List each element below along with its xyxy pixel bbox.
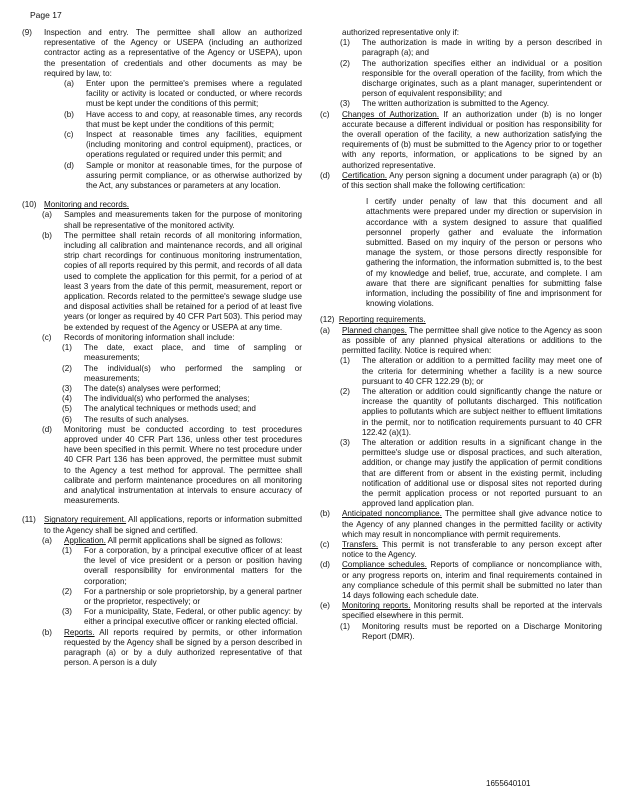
section-10-title: Monitoring and records. — [44, 200, 130, 210]
section-11-title: Signatory requirement. — [44, 515, 127, 525]
section-11b-continued: authorized representative only if: — [342, 28, 459, 37]
section-11b: (b) Reports. All reports required by permits, or other information requested by the Agency shall be signed by a person described in paragraph (a) or by a duly authorized representative of that person. A person is a duly — [42, 627, 302, 668]
section-10a: (a) Samples and measurements taken for the purpose of monitoring shall be representative of the monitored activity. — [42, 210, 302, 230]
section-10c-item: (1) The date, exact place, and time of sampling or measurements; — [62, 343, 302, 363]
section-12e: (e) Monitoring reports. Monitoring results shall be reported at the intervals specified elsewhere in this permit. — [320, 601, 603, 621]
section-12a-item: (3) The alteration or addition results in a significant change in the permittee's sludge use or disposal practices, and such alteration, addition, or change may justify the application of permit conditions that are different from or absent in the existing permit, including notification of additional use or disposal sites not reported during the permit application process or not reported pursuant to an approved land application plan. — [340, 437, 602, 509]
section-12a: (a) Planned changes. The permittee shall give notice to the Agency as soon as possible of any planned physical alterations or additions to the permitted facility. Notice is required when: — [320, 325, 602, 356]
section-11: (11) Signatory requirement. All applications, reports or information submitted to the Agency shall be signed and certified. — [22, 515, 302, 535]
section-10d: (d) Monitoring must be conducted according to test procedures approved under 40 CFR Part 136, unless other test procedures have been specified in this permit. Where no test procedure under 40 CFR Part 136 has been approved, the permittee must submit to the Agency a test method for approval. The permittee shall calibrate and perform maintenance procedures on all monitoring and analytical instrumentation at intervals to ensure accuracy of measurements. — [42, 424, 302, 506]
section-9-text: Inspection and entry. The permittee shall allow an authorized representative of the Agency or USEPA (including an authorized contractor acting as a representative of the Agency or USEPA), upon the presentation of credentials and other documents as may be required by law, to: — [44, 28, 302, 78]
section-11b-item: (1) The authorization is made in writing by a person described in paragraph (a); and — [340, 38, 602, 58]
section-11b-item: (2) The authorization specifies either an individual or a position responsible for the overall operation of the facility, from which the discharge originates, such as a plant manager, superintendent or person of equivalent responsibility; and — [340, 58, 602, 99]
section-9-item: (b) Have access to and copy, at reasonable times, any records that must be kept under the conditions of this permit; — [64, 109, 302, 129]
section-11a: (a) Application. All permit applications shall be signed as follows: — [42, 535, 283, 545]
section-11d: (d) Certification. Any person signing a document under paragraph (a) or (b) of this section shall make the following certification: — [320, 170, 602, 191]
section-10b: (b) The permittee shall retain records of all monitoring information, including all calibration and maintenance records, and all original strip chart recordings for continuous monitoring instrumentation, copies of all reports required by this permit, and records of all data used to complete the application for this permit, for a period of at least 3 years from the date of this permit, measurement, report or application. Records related to the permittee's sewage sludge use and disposal activities shall be retained for a period of at least five years (or longer as required by 40 CFR Part 503). This period may be extended by request of the Agency or USEPA at any time. — [42, 230, 302, 332]
document-id-fragment: 1655640101 — [486, 779, 531, 788]
section-12a-item: (2) The alteration or addition could significantly change the nature or increase the quantity of pollutants discharged. This notification applies to pollutants which are subject neither to effluent limitations in the permit, nor to notification requirements pursuant to 40 CFR 122.42 (a)(1). — [340, 386, 602, 437]
section-12-title: Reporting requirements. — [338, 315, 426, 325]
section-12c: (c) Transfers. This permit is not transferable to any person except after notice to the Agency. — [320, 539, 602, 560]
section-10c-item: (3) The date(s) analyses were performed; — [62, 383, 221, 393]
section-11a-item: (3) For a municipality, State, Federal, or other public agency: by either a principal executive officer or ranking elected official. — [62, 607, 302, 627]
left-column — [22, 28, 302, 668]
section-10c: (c) Records of monitoring information shall include: — [42, 332, 235, 342]
section-11a-item: (1) For a corporation, by a principal executive officer of at least the level of vice president or a person or position having overall responsibility for environmental matters for the corporation; — [62, 545, 302, 586]
section-9-item: (d) Sample or monitor at reasonable times, for the purpose of assuring permit compliance, or as otherwise authorized by the Act, any substances or parameters at any location. — [64, 160, 302, 191]
section-10c-item: (6) The results of such analyses. — [62, 414, 189, 424]
section-12b: (b) Anticipated noncompliance. The permittee shall give advance notice to the Agency of any planned changes in the permitted facility or activity which may result in noncompliance with permit requirements. — [320, 509, 602, 539]
section-12: (12) Reporting requirements. — [320, 315, 426, 325]
section-11b-item: (3) The written authorization is submitted to the Agency. — [340, 99, 550, 109]
section-12e-item: (1) Monitoring results must be reported on a Discharge Monitoring Report (DMR). — [340, 621, 602, 641]
section-9-item: (c) Inspect at reasonable times any facilities, equipment (including monitoring and control equipment), practices, or operations regulated or required under this permit; and — [64, 130, 302, 160]
right-column — [320, 28, 602, 642]
page-number: Page 17 — [30, 10, 62, 20]
certification-statement: I certify under penalty of law that this document and all attachments were prepared under my direction or supervision in accordance with a system designed to assure that qualified personnel properly gather and evaluate the information submitted. Based on my inquiry of the person or persons who manage the system, or those persons directly responsible for gathering the information, the information submitted is, to the best of my knowledge and belief, true, accurate, and complete. I am aware that there are significant penalties for submitting false information, including the possibility of fine and imprisonment for knowing violations. — [366, 197, 602, 309]
section-12a-item: (1) The alteration or addition to a permitted facility may meet one of the criteria for determining whether a facility is a new source pursuant to 40 CFR 122.29 (b); or — [340, 356, 602, 386]
section-11a-item: (2) For a partnership or sole proprietorship, by a general partner or the proprietor, respectively; or — [62, 586, 302, 606]
section-9: (9) Inspection and entry. The permittee shall allow an authorized representative of the Agency or USEPA (including an authorized contractor acting as a representative of the Agency or USEPA), upon the presentation of credentials and other documents as may be required by law, to: (a) Enter upon the permittee's premises where a regulated facility or activity is located or conducted, or where records must be kept under the conditions of this permit; (b) Have access to and copy, at reasonable times, any records that must be kept under the conditions of this permit; (c) Inspect at reasonable times any facilities, equipment (including monitoring and control equipment), practices, or operations regulated or required under this permit; and (d) Sample or monitor at reasonable times, for the purpose of assuring permit compliance, or as otherwise authorized by the Act, any substances or parameters at any location. — [22, 28, 302, 191]
section-12d: (d) Compliance schedules. Reports of compliance or noncompliance with, or any progress reports on, interim and final requirements contained in any compliance schedule of this permit shall be submitted no later than 14 days following each schedule date. — [320, 560, 603, 600]
section-11c: (c) Changes of Authorization. If an authorization under (b) is no longer accurate because a different individual or position has responsibility for the overall operation of the facility, a new authorization satisfying the requirements of (b) must be submitted to the Agency prior to or together with any reports, information, or applications to be signed by an authorized representative. — [320, 109, 602, 170]
section-9-item: (a) Enter upon the permittee's premises where a regulated facility or activity is located or conducted, or where records must be kept under the conditions of this permit; — [64, 79, 302, 109]
section-10c-item: (4) The individual(s) who performed the analyses; — [62, 394, 250, 404]
section-10c-item: (5) The analytical techniques or methods used; and — [62, 404, 256, 414]
section-10: (10) Monitoring and records. — [22, 200, 130, 210]
section-10c-item: (2) The individual(s) who performed the sampling or measurements; — [62, 363, 302, 383]
